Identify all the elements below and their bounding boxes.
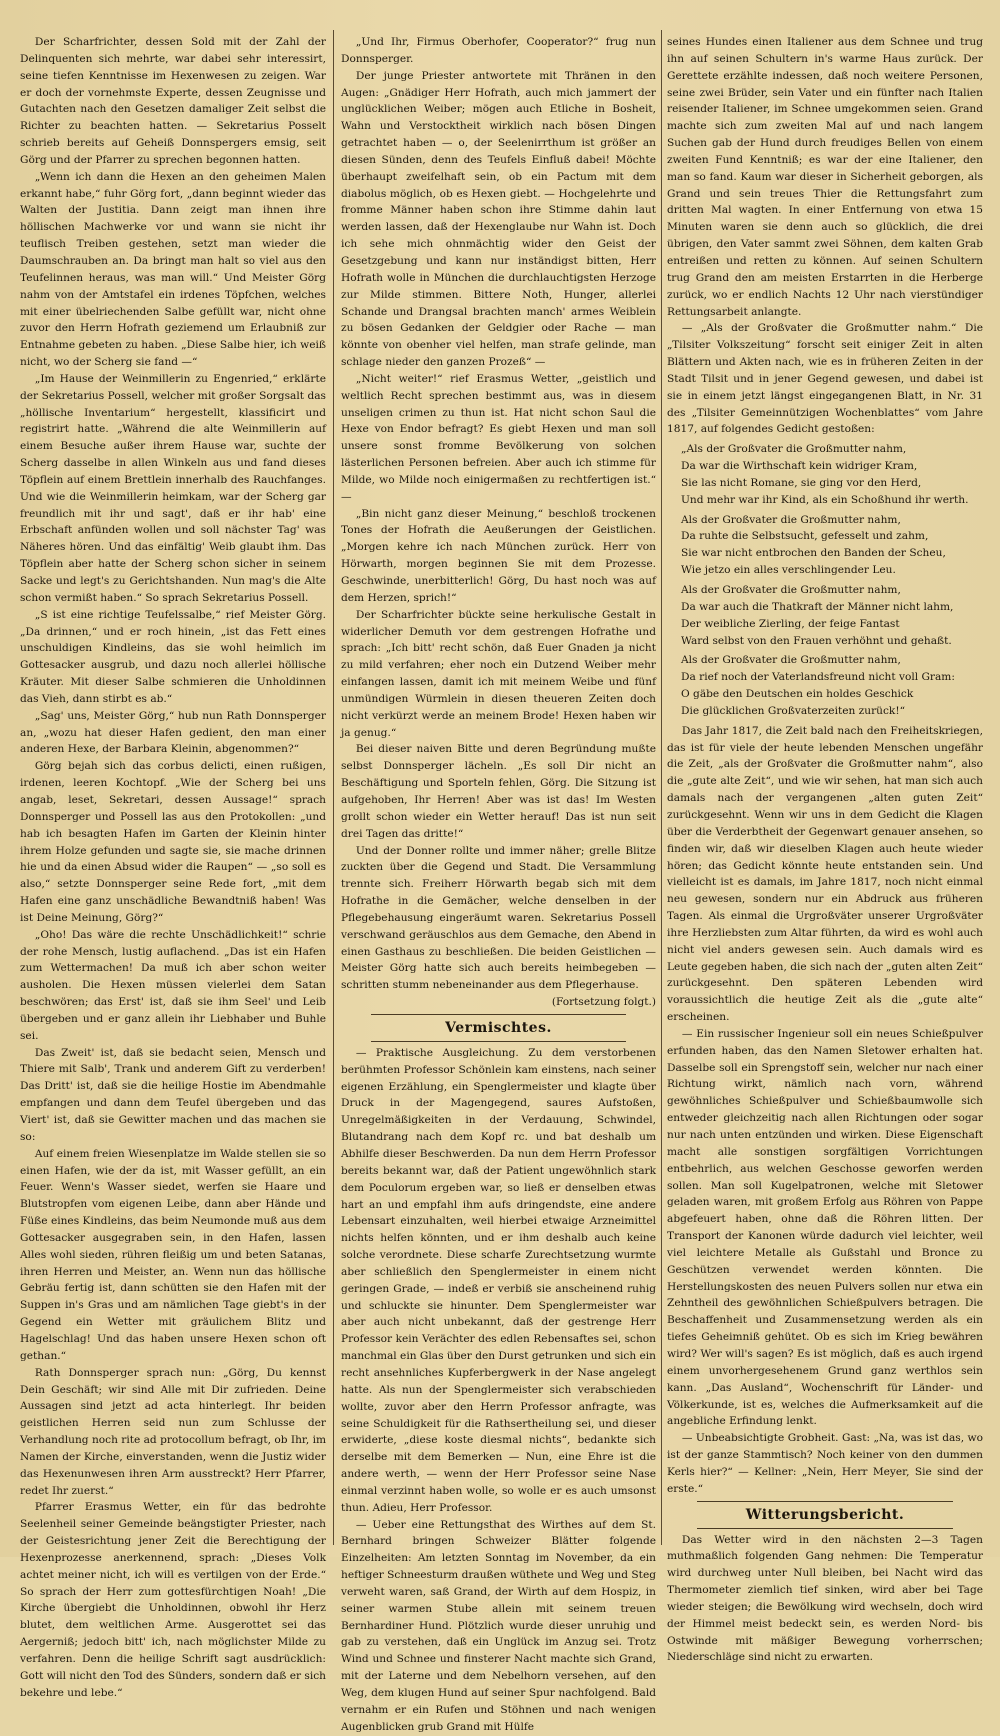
poem-line: Die glücklichen Großvaterzeiten zurück!“ <box>681 704 905 717</box>
paragraph: Das Zweit' ist, daß sie bedacht seien, Mensch und Thiere mit Salb', Trank und anderem Gift zu verderben! Das Dritt' ist, daß sie die heilige Hostie im Abendmahle empfangen und dann dem Teufel übergeben und das Viert' ist, daß sie Gewitter machen und das machen sie so: <box>20 1046 326 1143</box>
paragraph: „Bin nicht ganz dieser Meinung,“ beschloß trockenen Tones der Hofrath die Aeußerungen der Geistlichen. „Morgen kehre ich nach München zurück. Herr von Hörwarth, morgen beginnen Sie mit dem Prozesse. Geschwinde, unerbitterlich! Görg, Du hast noch was auf dem Herzen, sprich!“ <box>341 507 656 604</box>
column-rule-1 <box>333 30 334 1545</box>
paragraph: Der Scharfrichter bückte seine herkulische Gestalt in widerlicher Demuth vor dem gestrengen Hofrathe und sprach: „Ich bitt' recht schön, daß Euer Gnaden ja nicht zu mild verfahren; eher noch ein Dutzend Weiber mehr einfangen lassen, damit ich mit meinem Weibe und fünf unmündigen Würmlein in diesen theueren Zeiten doch nicht verkürzt werde an meinem Brode! Hexen haben wir ja genug.“ <box>341 608 656 739</box>
paragraph: „Nicht weiter!“ rief Erasmus Wetter, „geistlich und weltlich Recht sprechen bestimmt aus, was in diesem unseligen crimen zu thun ist. Hat nicht schon Saul die Hexe von Endor befragt? Es giebt Hexen und man soll unsere sonst fromme Bevölkerung von solchen lästerlichen Personen befreien. Aber auch ich stimme für Milde, wo Milde noch einigermaßen zu rechtfertigen ist.“ — <box>341 372 656 503</box>
poem-line: „Als der Großvater die Großmutter nahm, <box>681 443 907 456</box>
section-divider <box>697 1501 953 1502</box>
poem-stanza <box>667 441 983 508</box>
paragraph: Bei dieser naiven Bitte und deren Begründung mußte selbst Donnsperger lächeln. „Es soll Dir nicht an Beschäftigung und Sporteln fehlen, Görg. Die Sitzung ist aufgehoben, Ihr Herren! Aber was ist das! Im Westen grollt schon wieder ein Wetter herauf! Das ist nun seit drei Tagen das dritte!“ <box>341 743 656 840</box>
poem-line: Da war die Wirthschaft kein widriger Kram, <box>681 460 918 473</box>
paragraph: „Und Ihr, Firmus Oberhofer, Cooperator?“ frug nun Donnsperger. <box>341 36 656 65</box>
poem-stanza <box>667 652 983 719</box>
poem-stanza <box>667 582 983 649</box>
paragraph: „S ist eine richtige Teufelssalbe,“ rief Meister Görg. „Da drinnen,“ und er roch hinein, „ist das Fett eines unschuldigen Kindleins, das sie wohl heimlich im Gottesacker ausgrub, und dazu noch allerlei höllische Kräuter. Mit dieser Salbe schmieren die Unholdinnen das Vieh, dann stirbt es ab.“ <box>20 608 326 705</box>
paragraph: „Wenn ich dann die Hexen an den geheimen Malen erkannt habe,“ fuhr Görg fort, „dann beginnt wieder das Walten der Justitia. Dann zeigt man ihnen ihre höllischen Machwerke vor und wann sie nicht ihr teuflisch Treiben gestehen, setzt man wieder die Daumschrauben an. Da bringt man halt so viel aus den Teufelinnen heraus, was man will.“ Und Meister Görg nahm von der Amtstafel ein irdenes Töpfchen, welches mit einer übelriechenden Salbe gefüllt war, nicht ohne zuvor den Herrn Hofrath geziemend um Erlaubniß zur Entnahme gebeten zu haben. „Diese Salbe hier, ich weiß nicht, wo der Scherg sie fand —“ <box>20 170 326 369</box>
paragraph: seines Hundes einen Italiener aus dem Schnee und trug ihn auf seinen Schultern in's warme Haus zurück. Der Gerettete erzählte indessen, daß noch weitere Personen, seine zwei Brüder, sein Vater und ein fünfter nach Italien reisender Italiener, im Schnee umgekommen seien. Grand machte sich zum zweiten Mal auf und nach langem Suchen gab der Hund durch freudiges Bellen von einem zweiten Fund Kenntniß; es war der eine Italiener, den man so fand. Kaum war dieser in Sicherheit geborgen, als Grand und sein treues Thier die Rettungsfahrt zum dritten Mal wagten. In einer Entfernung von etwa 15 Minuten waren sie denn auch so glücklich, die drei übrigen, den Vater sammt zwei Söhnen, dem kalten Grab entreißen und retten zu können. Auf seinen Schultern trug Grand den am meisten Erstarrten in die Herberge zurück, wo er endlich Nachts 12 Uhr nach vierstündiger Rettungsarbeit anlangte. <box>667 36 983 318</box>
poem-line: Da ruhte die Selbstsucht, gefesselt und zahm, <box>681 530 929 543</box>
poem-line: Da war auch die Thatkraft der Männer nicht lahm, <box>681 600 954 613</box>
paragraph: — Unbeabsichtigte Grobheit. Gast: „Na, was ist das, wo ist der ganze Stammtisch? Noch keiner von den dummen Kerls hier?“ — Kellner: „Nein, Herr Meyer, Sie sind der erste.“ <box>667 1432 983 1495</box>
column-1 <box>20 34 326 1699</box>
poem-line: Ward selbst von den Frauen verhöhnt und gehaßt. <box>681 634 952 647</box>
poem-line: Wie jetzo ein alles verschlingender Leu. <box>681 564 896 577</box>
paragraph: Görg bejah sich das corbus delicti, einen rußigen, irdenen, leeren Kochtopf. „Wie der Scherg bei uns angab, leset, Sekretari, dessen Aussage!“ sprach Donnsperger und Possell las aus den Protokollen: „und hab ich besagten Hafen im Garten der Kleinin hinter ihrem Holze gefunden und sagte sie, sie mache drinnen hie und da einen Absud wider die Raupen“ — „so soll es also,“ setzte Donnsperger seine Rede fort, „mit dem Hafen eine ganz unschädliche Bewandtniß haben! Was ist Deine Meinung, Görg?“ <box>20 760 326 924</box>
poem-line: Als der Großvater die Großmutter nahm, <box>681 654 901 667</box>
poem-line: Da rief noch der Vaterlandsfreund nicht voll Gram: <box>681 671 955 684</box>
poem-stanza <box>667 512 983 579</box>
paragraph: Der Scharfrichter, dessen Sold mit der Zahl der Delinquenten sich mehrte, war dabei sehr interessirt, seine tiefen Kenntnisse im Hexenwesen zu zeigen. War er doch der vornehmste Experte, dessen Zeugnisse und Gutachten nach den Gesetzen damaliger Zeit selbst die Richter zu beachten hatten. — Sekretarius Posselt schrieb bereits auf Geheiß Donnspergers emsig, seit Görg und der Pfarrer zu sprechen begonnen hatten. <box>20 36 326 166</box>
paragraph: „Im Hause der Weinmillerin zu Engenried,“ erklärte der Sekretarius Possell, welcher mit großer Sorgsalt das „höllische Inventarium“ hergestellt, klassificirt und registrirt hatte. „Während die alte Weinmillerin auf einem Besuche außer ihrem Hause war, suchte der Scherg dasselbe in allen Winkeln aus und fand dieses Töpflein auf einem Brettlein innerhalb des Rauchfanges. Und wie die Weinmillerin heimkam, war der Scherg gar freundlich mit ihr und sagt', daß er ihr hab' eine Erbschaft anfünden wollen und soll nächster Tag' was Näheres hören. Und das einfältig' Weib glaubt ihm. Das Töpflein aber hatte der Scherg schon sicher in seinem Sacke und legt's zu Gerichtshanden. Nun mag's die Alte schon vermißt haben.“ So sprach Sekretarius Possell. <box>20 372 326 604</box>
paragraph: — Ueber eine Rettungsthat des Wirthes auf dem St. Bernhard bringen Schweizer Blätter folgende Einzelheiten: Am letzten Sonntag im November, da ein heftiger Schneesturm draußen wüthete und Weg und Steg verweht waren, saß Grand, der Wirth auf dem Hospiz, in seiner warmen Stube allein mit seinem treuen Bernhardiner Hund. Plötzlich wurde dieser unruhig und gab zu verstehen, daß ein Unglück im Anzug sei. Trotz Wind und Schnee und finsterer Nacht machte sich Grand, mit der Laterne und dem Nebelhorn versehen, auf den Weg, dem klugen Hund auf seiner Spur nachfolgend. Bald vernahm er ein Rufen und Stöhnen und nach wenigen Augenblicken grub Grand mit Hülfe <box>341 1518 656 1733</box>
poem <box>667 441 983 720</box>
paragraph: Der junge Priester antwortete mit Thränen in den Augen: „Gnädiger Herr Hofrath, auch mich jammert der unglücklichen Weiber; mögen auch Etliche in Bosheit, Wahn und Verstocktheit wirklich nach bösen Dingen getrachtet haben — o, der Seelenirrthum ist größer an diesen Sünden, denn des Teufels Einfluß dabei! Möchte überhaupt zweifelhaft sein, ob ein Pactum mit dem diabolus möglich, ob es Hexen giebt. — Hochgelehrte und fromme Männer haben schon ihre Stimme dahin laut werden lassen, daß der Hexenglaube nur Wahn ist. Doch ich sehe mich ohnmächtig wider den Geist der Gesetzgebung und kann nur inständigst bitten, Herr Hofrath wolle in München die durchlauchtigsten Herzoge zur Milde stimmen. Bittere Noth, Hunger, allerlei Schande und Drangsal brachten manch' armes Weiblein zu bösen Gedanken der Geldgier oder Rache — man könnte von obenher viel helfen, man strafe gelinde, man schlage nieder den ganzen Prozeß“ — <box>341 69 656 369</box>
paragraph: Das Wetter wird in den nächsten 2—3 Tagen muthmaßlich folgenden Gang nehmen: Die Temperatur wird durchweg unter Null bleiben, bei Nacht wird das Thermometer ziemlich tief sinken, wird aber bei Tage wieder steigen; die Bewölkung wird wechseln, doch wird der Himmel meist bedeckt sein, es werden Nord- bis Ostwinde mit mäßiger Bewegung vorherrschen; Niederschläge sind nicht zu erwarten. <box>667 1533 983 1664</box>
section-divider <box>371 1041 626 1042</box>
section-divider <box>371 1014 626 1015</box>
column-3 <box>667 34 983 1664</box>
paragraph: Auf einem freien Wiesenplatze im Walde stellen sie so einen Hafen, wie der da ist, mit Wasser gefüllt, an ein Feuer. Wenn's Wasser siedet, werfen sie Haare und Blutstropfen vom eigenen Leibe, dann aber Hände und Füße eines Kindleins, das beim Neumonde muß aus dem Gottesacker ausgegraben sein, in den Hafen, lassen Alles wohl sieden, rühren fleißig um und beten Satanas, ihren Herren und Meister, an. Wenn nun das höllische Gebräu fertig ist, dann schütten sie den Hafen mit der Suppen in's Gras und am nämlichen Tage giebt's in der Gegend ein Wetter mit gräulichem Blitz und Hagelschlag! Und das haben unsere Hexen schon oft gethan.“ <box>20 1147 326 1362</box>
continuation-note: (Fortsetzung folgt.) <box>551 996 656 1009</box>
column-rule-2 <box>661 30 662 1545</box>
poem-line: Als der Großvater die Großmutter nahm, <box>681 584 901 596</box>
paragraph: Das Jahr 1817, die Zeit bald nach den Freiheitskriegen, das ist für viele der heute lebenden Menschen ungefähr die Zeit, „als der Großvater die Großmutter nahm“, also die „gute alte Zeit“, und wie wir sehen, hat man sich auch damals nach der vergangenen „alten guten Zeit“ zurückgesehnt. Wenn wir uns in dem Gedicht die Klagen über die Verderbtheit der Gegenwart genauer ansehen, so finden wir, daß wir dieselben Klagen auch heute wieder hören; das Gedicht könnte heute entstanden sein. Und vielleicht ist es damals, im Jahre 1817, noch nicht einmal neu gewesen, sondern nur ein Abdruck aus früheren Tagen. Als einmal die Urgroßväter unserer Urgroßväter ihre Herzliebsten zum Altar führten, da wird es wohl auch nicht viel anders gewesen sein. Auch damals wird es Leute gegeben haben, die sich nach der „guten alten Zeit“ zurückgesehnt. Den späteren Lebenden wird voraussichtlich die heutige Zeit als die „gute alte“ erscheinen. <box>667 724 983 1024</box>
paragraph: Pfarrer Erasmus Wetter, ein für das bedrohte Seelenheil seiner Gemeinde beängstigter Priester, nach der Geistesrichtung jener Zeit die Berechtigung der Hexenprozesse anerkennend, sprach: „Dieses Volk achtet meiner nicht, ich will es vertilgen von der Erde.“ So sprach der Herr zum gottesfürchtigen Noah! „Die Kirche übergiebt die Unholdinnen, obwohl ihr Herz blutet, dem weltlichen Arme. Ausgerottet sei das Aergerniß; jedoch bitt' ich, nach möglichster Milde zu verfahren. Denn die heilige Schrift sagt ausdrücklich: Gott will nicht den Tod des Sünders, sondern daß er sich bekehre und lebe.“ <box>20 1501 326 1699</box>
paragraph: — „Als der Großvater die Großmutter nahm.“ Die „Tilsiter Volkszeitung“ forscht seit einiger Zeit in alten Blättern und Akten nach, wie es in früheren Zeiten in der Stadt Tilsit und in jener Gegend gewesen, und dabei ist sie in einem jetzt längst eingegangenen Blatt, in Nr. 31 des „Tilsiter Gemeinnützigen Wochenblattes“ vom Jahre 1817, auf folgendes Gedicht gestoßen: <box>667 322 983 436</box>
poem-line: Und mehr war ihr Kind, als ein Schoßhund ihr werth. <box>681 493 969 506</box>
poem-line: Als der Großvater die Großmutter nahm, <box>681 513 901 526</box>
section-title-vermischtes: Vermischtes. <box>445 1019 552 1036</box>
paragraph: — Praktische Ausgleichung. Zu dem verstorbenen berühmten Professor Schönlein kam einstens, nach seiner eigenen Erzählung, ein Spenglermeister und klagte über Druck in der Magengegend, saures Aufstoßen, Unregelmäßigkeiten in der Verdauung, Schwindel, Blutandrang nach dem Kopf rc. und bat deshalb um Abhilfe dieser Beschwerden. Da nun dem Herrn Professor bereits bekannt war, daß der Patient ungewöhnlich stark dem Poculorum ergeben war, so ließ er denselben etwas hart an und empfahl ihm aufs dringendste, eine andere Lebensart einzuhalten, weil hierbei etwaige Arzneimittel nichts helfen könnten, und er ihm deshalb auch keine solche verordnete. Diese scharfe Zurechtsetzung wurmte aber schließlich den Spenglermeister in einem nicht geringen Grade, — indeß er verbiß sie anscheinend ruhig und schluckte sie hinunter. Dem Spenglermeister war aber auch nicht unbekannt, daß der gestrenge Herr Professor kein Verächter des edlen Rebensaftes sei, schon manchmal ein Glas über den Durst getrunken und sich ein recht ansehnliches Kupferbergwerk in der Nase angelegt hatte. Als nun der Spenglermeister sich verabschieden wollte, zuvor aber den Herrn Professor anfragte, was seine Schuldigkeit für die Rathsertheilung sei, und dieser erwiderte, „diese koste diesmal nichts“, bedankte sich derselbe mit dem Bemerken — Nun, eine Ehre ist die andere werth, — wenn der Herr Professor seine Nase einmal verzinnt haben wolle, so wolle er es auch umsonst thun. Adieu, Herr Professor. <box>341 1046 656 1514</box>
column-2 <box>341 34 656 1733</box>
section-title-witterungsbericht: Witterungsbericht. <box>745 1506 905 1523</box>
paragraph: Und der Donner rollte und immer näher; grelle Blitze zuckten über die Gegend und Stadt. Die Versammlung trennte sich. Freiherr Hörwarth begab sich mit dem Hofrathe in die Gemächer, welche denselben in der Pflegebehausung eingeräumt waren. Sekretarius Possell verschwand geräuschlos aus dem Gemache, den Abend in einen Gasthaus zu beschließen. Die beiden Geistlichen — Meister Görg hatte sich auch bereits heimbegeben — schritten stumm nebeneinander aus dem Pflegerhause. <box>341 844 656 992</box>
paragraph: Rath Donnsperger sprach nun: „Görg, Du kennst Dein Geschäft; wir sind Alle mit Dir zufrieden. Deine Aussagen sind jetzt ad acta hinterlegt. Ihr beiden geistlichen Herren seid nun zum Schlusse der Verhandlung noch rite ad protocollum befragt, ob Ihr, im Namen der Kirche, einverstanden, wenn die Justiz wider das Hexenunwesen ihren Arm ausstreckt? Herr Pfarrer, redet Ihr zuerst.“ <box>20 1366 326 1497</box>
paragraph: „Sag' uns, Meister Görg,“ hub nun Rath Donnsperger an, „wozu hat dieser Hafen gedient, den man einer anderen Hexe, der Barbara Kleinin, abgenommen?“ <box>20 709 326 756</box>
poem-line: Der weibliche Zierling, der feige Fantast <box>681 617 900 630</box>
paragraph: — Ein russischer Ingenieur soll ein neues Schießpulver erfunden haben, das den Namen Sletower erhalten hat. Dasselbe soll ein Sprengstoff sein, welcher nur nach einer Richtung wirkt, nämlich nach vorn, während gewöhnliches Schießpulver und Schießbaumwolle sich entweder gleichzeitig nach allen Richtungen oder sogar nur nach unten entzünden und wirken. Diese Eigenschaft macht alle sonstigen sorgfältigen Vorrichtungen entbehrlich, aus welchen Geschosse geworfen werden sollen. Man soll Kugelpatronen, welche mit Sletower geladen waren, mit großem Erfolg aus Röhren von Pappe abgefeuert haben, ohne daß die Röhren litten. Der Transport der Kanonen würde dadurch viel leichter, weil viel leichtere Metalle als Gußstahl und Bronce zu Geschützen verwendet werden könnten. Die Herstellungskosten des neuen Pulvers sollen nur etwa ein Zehntheil des gewöhnlichen Schießpulvers betragen. Die Beschaffenheit und Zusammensetzung werden als ein tiefes Geheimniß gehütet. Ob es sich im Krieg bewähren wird? Wer will's sagen? Es ist möglich, daß es auch irgend einem unvorhergesehenem Grund ganz werthlos sein kann. „Das Ausland“, Wochenschrift für Länder- und Völkerkunde, ist es, welches die Aufmerksamkeit auf die angebliche Erfindung lenkt. <box>667 1027 983 1428</box>
poem-line: O gäbe den Deutschen ein holdes Geschick <box>681 688 914 701</box>
section-divider <box>697 1528 953 1529</box>
poem-line: Sie las nicht Romane, sie ging vor den Herd, <box>681 476 922 489</box>
paragraph: „Oho! Das wäre die rechte Unschädlichkeit!“ schrie der rohe Mensch, lustig auflachend. „Das ist ein Hafen zum Wettermachen! Da muß ich aber schon weiter ausholen. Die Hexen müssen vielerlei dem Satan beschwören; das Erst' ist, daß sie ihm Seel' und Leib übergeben und er ganz allein ihr Liebhaber und Buhle sei. <box>20 928 326 1042</box>
poem-line: Sie war nicht entbrochen den Banden der Scheu, <box>681 547 946 560</box>
